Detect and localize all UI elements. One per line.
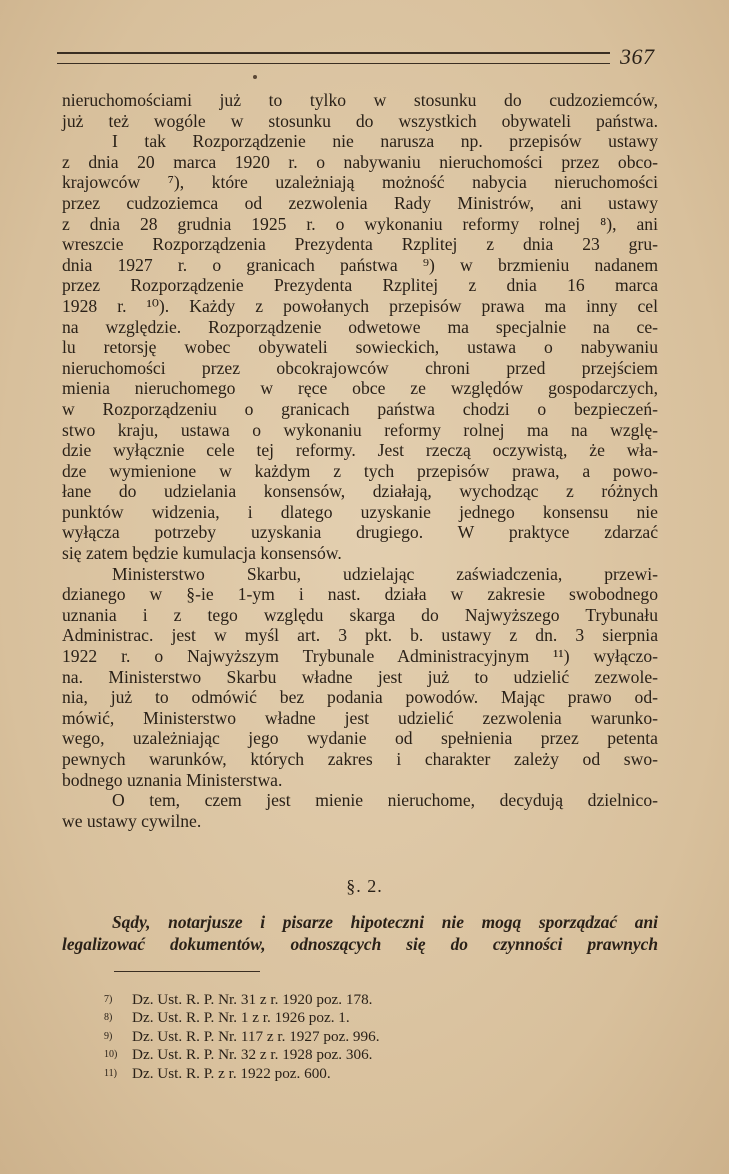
body-line: nieruchomościami już to tylko w stosunku do cudzoziemców, bbox=[62, 90, 658, 110]
body-text bbox=[62, 90, 658, 831]
body-line: mówić, Ministerstwo władne jest udzielić zezwolenia warunko- bbox=[62, 707, 658, 728]
body-line: nieruchomości przez obcokrajowców chroni przed przejściem bbox=[62, 357, 658, 378]
body-line: O tem, czem jest mienie nieruchome, decydują dzielnico- bbox=[112, 790, 658, 811]
footnote-mark: 7) bbox=[104, 994, 113, 1005]
body-line: wego, uzależniając jego wydanie od spełnienia przez petenta bbox=[62, 728, 658, 749]
footnote bbox=[104, 1046, 380, 1064]
footnote bbox=[104, 1065, 380, 1083]
body-line: we ustawy cywilne. bbox=[62, 810, 202, 831]
body-line: wyłącza potrzeby uzyskania drugiego. W praktyce zdarzać bbox=[62, 522, 658, 543]
body-line: łane do udzielania konsensów, działają, wychodząc z różnych bbox=[62, 481, 658, 502]
body-line: punktów widzenia, i dlatego uzyskanie jednego konsensu nie bbox=[62, 501, 658, 522]
italic-paragraph bbox=[62, 912, 658, 955]
footnote-mark: 10) bbox=[104, 1049, 118, 1061]
italic-line: Sądy, notarjusze i pisarze hipoteczni nie mogą sporządzać ani bbox=[112, 912, 658, 932]
body-line: stwo kraju, ustawa o wykonaniu reformy rolnej ma na wzglę- bbox=[62, 419, 658, 440]
page-number: 367 bbox=[620, 44, 655, 69]
body-line: przez cudzoziemca od zezwolenia Rady Ministrów, ani ustawy bbox=[62, 192, 658, 213]
body-line: dzianego w §-ie 1-ym i nast. działa w zakresie swobodnego bbox=[62, 584, 658, 605]
body-line: przez Rozporządzenie Prezydenta Rzplitej z dnia 16 marca bbox=[62, 275, 658, 296]
body-line: 1922 r. o Najwyższym Trybunale Administracyjnym ¹¹) wyłączo- bbox=[62, 646, 658, 667]
body-line: pewnych warunków, których zakres i charakter zależy od swo- bbox=[62, 749, 658, 769]
body-line: na względzie. Rozporządzenie odwetowe ma specjalnie na ce- bbox=[62, 316, 658, 337]
footnote bbox=[104, 991, 380, 1009]
body-line: już też wogóle w stosunku do wszystkich obywateli państwa. bbox=[62, 110, 658, 131]
body-line: się zatem będzie kumulacja konsensów. bbox=[62, 543, 342, 564]
body-line: w Rozporządzeniu o granicach państwa chodzi o bezpieczeń- bbox=[62, 398, 658, 419]
section-heading: §. 2. bbox=[346, 876, 383, 896]
footnote-text: Dz. Ust. R. P. Nr. 32 z r. 1928 poz. 306. bbox=[132, 1046, 373, 1064]
footnotes bbox=[104, 991, 380, 1083]
body-line: dnia 1927 r. o granicach państwa ⁹) w brzmieniu nadanem bbox=[62, 254, 658, 275]
body-line: I tak Rozporządzenie nie narusza np. przepisów ustawy bbox=[112, 131, 658, 152]
body-line: dze wymienione w każdym z tych przepisów prawa, a powo- bbox=[62, 460, 658, 481]
body-line: wreszcie Rozporządzenia Prezydenta Rzplitej z dnia 23 gru- bbox=[62, 234, 658, 255]
body-line: krajowców ⁷), które uzależniają możność nabycia nieruchomości bbox=[62, 172, 658, 193]
footnote-text: Dz. Ust. R. P. Nr. 1 z r. 1926 poz. 1. bbox=[132, 1009, 350, 1027]
footnote-text: Dz. Ust. R. P. Nr. 31 z r. 1920 poz. 178. bbox=[132, 991, 373, 1008]
footnote-rule bbox=[114, 971, 260, 972]
body-line: uznania i z tego względu skarga do Najwyższego Trybunału bbox=[62, 604, 658, 625]
footnote-text: Dz. Ust. R. P. Nr. 117 z r. 1927 poz. 996. bbox=[132, 1027, 380, 1045]
body-line: bodnego uznania Ministerstwa. bbox=[62, 769, 283, 790]
body-line: 1928 r. ¹⁰). Każdy z powołanych przepisów prawa ma inny cel bbox=[62, 295, 658, 316]
footnote-mark: 8) bbox=[104, 1012, 113, 1024]
header-rule bbox=[57, 52, 610, 64]
body-line: Ministerstwo Skarbu, udzielając zaświadczenia, przewi- bbox=[112, 563, 658, 584]
body-line: Administrac. jest w myśl art. 3 pkt. b. ustawy z dn. 3 sierpnia bbox=[62, 625, 658, 646]
body-line: z dnia 20 marca 1920 r. o nabywaniu nieruchomości przez obco- bbox=[62, 151, 658, 172]
body-line: nia, już to odmówić bez podania powodów. Mając prawo od- bbox=[62, 687, 658, 708]
footnote bbox=[104, 1028, 380, 1046]
body-line: na. Ministerstwo Skarbu władne jest już to udzielić zezwole- bbox=[62, 666, 658, 687]
italic-line: legalizować dokumentów, odnoszących się do czynności prawnych bbox=[62, 933, 658, 954]
body-line: lu retorsję wobec obywateli sowieckich, ustawa o nabywaniu bbox=[62, 337, 658, 358]
body-line: z dnia 28 grudnia 1925 r. o wykonaniu reformy rolnej ⁸), ani bbox=[62, 213, 658, 234]
footnote bbox=[104, 1009, 380, 1027]
body-line: dzie wyłącznie cele tej reformy. Jest rzeczą oczywistą, że wła- bbox=[62, 440, 658, 461]
footnote-mark: 11) bbox=[104, 1067, 117, 1079]
ink-speck bbox=[253, 75, 257, 79]
footnote-mark: 9) bbox=[104, 1030, 113, 1042]
body-line: mienia nieruchomego w ręce obce ze względów gospodarczych, bbox=[62, 378, 658, 399]
footnote-text: Dz. Ust. R. P. z r. 1922 poz. 600. bbox=[132, 1064, 331, 1082]
